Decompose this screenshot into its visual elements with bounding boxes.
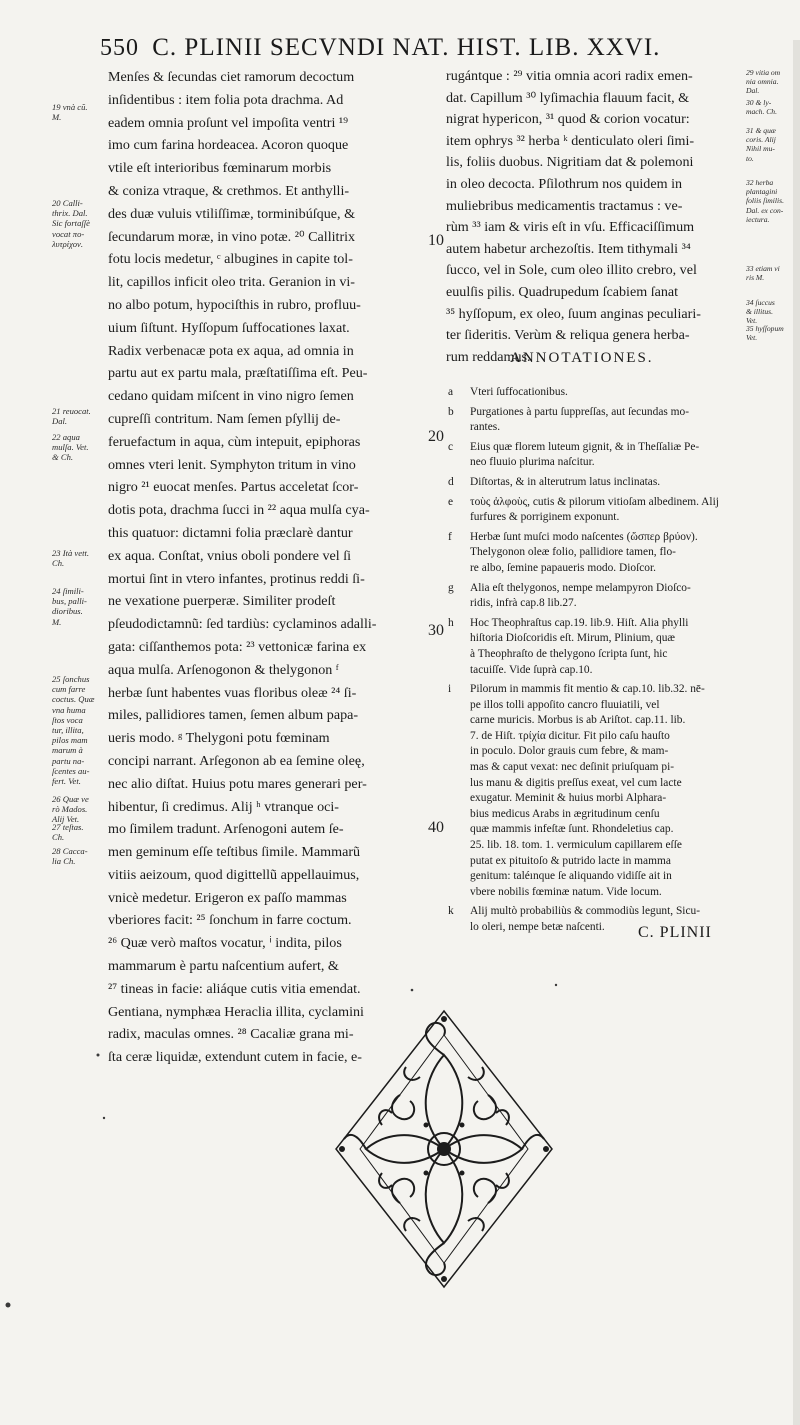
annotation-item xyxy=(448,440,748,471)
margin-note-line: to. xyxy=(746,153,754,163)
margin-note-line: partu na- xyxy=(52,755,85,766)
right-text-line: euulſis pilis. Quadrupedum ſcabiem ſanat xyxy=(446,283,679,300)
annotation-letter: a xyxy=(448,386,454,398)
right-text-line: rugántque : ²⁹ vitia omnia acori radix emen- xyxy=(446,68,693,84)
margin-note-right xyxy=(746,264,800,282)
annotation-line: neo fluuio plurima naſcitur. xyxy=(470,456,595,469)
main-text-line: partu aut ex partu mala, præſtatiſſima eſt. Peu- xyxy=(108,365,368,382)
main-text-line: mo ſimilem tradunt. Arſenogoni autem ſe- xyxy=(108,821,344,838)
annotations-heading: ANNOTATIONES. xyxy=(510,350,654,366)
annotation-line: putat ex pituitoſo & putrido lacte in mamma xyxy=(470,854,671,867)
annotation-letter: f xyxy=(448,530,452,543)
annotation-item xyxy=(448,581,748,612)
margin-note-left xyxy=(52,432,110,463)
main-text-line: lit, capillos inficit oleo trita. Geranion in vi- xyxy=(108,274,355,291)
line-number-40: 40 xyxy=(428,819,444,836)
annotation-line: tacuiſſe. Vide ſuprà cap.10. xyxy=(470,663,593,676)
margin-note-line: 24 ſimili- xyxy=(52,586,84,596)
margin-note-line: iectura. xyxy=(746,214,770,224)
annotation-item xyxy=(448,475,748,491)
annotation-line: Thelygonon oleæ folio, pallidiore tamen, flo- xyxy=(470,546,676,559)
main-text-line: ²⁶ Quæ verò maſtos vocatur, ⁱ indita, pilos xyxy=(108,935,342,952)
margin-note-line: 32 herba xyxy=(746,178,774,187)
annotation-line: 7. de Hiſt. τρίχία dicitur. Fit pilo caſu hauſto xyxy=(470,729,670,742)
main-text-line: cedano quidam miſcent in vino nigro ſemen xyxy=(108,388,354,405)
margin-note-right xyxy=(746,68,800,96)
margin-note-line: ſtos voca xyxy=(52,714,83,725)
annotation-line: lo oleri, nempe betæ naſcenti. xyxy=(470,921,605,933)
line-number-30: 30 xyxy=(428,622,444,639)
margin-note-line: 28 Cacca- xyxy=(52,846,88,856)
main-text-line: concipi narrant. Arſegonon ab ea ſemine oleę, xyxy=(108,752,365,769)
right-text-line: rùm ³³ iam & viris eſt in vſu. Efficaciſſimum xyxy=(446,219,695,236)
right-text-line: item ophrys ³² herba ᵏ denticulato oleri ſimi- xyxy=(446,132,695,149)
annotation-item xyxy=(448,682,748,900)
margin-note-line: λυτρίχον. xyxy=(52,238,83,249)
margin-note-line: vna huma xyxy=(52,704,86,715)
main-text-line: miles, pallidiores tamen, ſemen album papa- xyxy=(108,707,359,724)
margin-note-line: ris M. xyxy=(746,273,765,283)
main-text-line: pſeudodictamnũ: ſed tardiùs: cyclaminos adalli- xyxy=(108,616,377,633)
main-text-line: this quatuor: dictamni folia præclarè dantur xyxy=(108,524,353,541)
main-text-line: hibentur, ſi credimus. Alij ʰ vtranque oci- xyxy=(108,798,339,815)
annotation-line: exugatur. Meminit & huius morbi Alphara- xyxy=(470,792,667,805)
annotations-list xyxy=(448,385,748,940)
margin-note-line: coctus. Quæ xyxy=(52,694,95,705)
main-text-line: no albo potum, hypociſthis in rubro, profluu- xyxy=(108,296,361,313)
annotation-line: τοὺς ἀλφοὺς, cutis & pilorum vitioſam albedinem. Alij xyxy=(470,495,719,508)
main-text-line: eadem omnia proſunt vel impoſita ventri ¹⁹ xyxy=(108,114,349,131)
right-text-line: rum reddamus. xyxy=(446,348,531,365)
margin-note-right xyxy=(746,98,800,116)
main-text-line: imo cum farina hordeacea. Acoron quoque xyxy=(108,137,349,154)
margin-note-line: ſcentes au- xyxy=(52,765,90,776)
annotation-line: Eius quæ florem luteum gignit, & in Theſſaliæ Pe- xyxy=(470,440,700,453)
margin-note-left xyxy=(52,102,110,122)
annotation-letter: g xyxy=(448,581,454,594)
main-text-line: Radix verbenacæ pota ex aqua, ad omnia in xyxy=(108,342,354,359)
running-title: C. PLINII SECVNDI NAT. HIST. LIB. XXVI. xyxy=(152,34,661,61)
annotation-letter: k xyxy=(448,905,454,918)
right-text-line: nigrat hypericon, ³¹ quod & corion vocatur: xyxy=(446,111,690,128)
main-text-line: vberiores facit: ²⁵ ſonchum in farre coctum. xyxy=(108,912,352,929)
margin-note-left xyxy=(52,674,110,786)
annotation-letter: i xyxy=(448,683,452,696)
right-text-line: autem habetur archezoſtis. Item tithymali ³⁴ xyxy=(446,240,691,257)
fleuron-ornament-icon xyxy=(330,1005,558,1293)
right-text-line: muliebribus medicamentis tractamus : ve- xyxy=(446,197,683,214)
annotation-item xyxy=(448,616,748,678)
annotation-line: Diſtortas, & in alterutrum latus inclinatas. xyxy=(470,475,661,488)
line-number-20: 20 xyxy=(428,428,444,445)
annotation-line: 25. lib. 18. tom. 1. vermiculum capillarem eſſe xyxy=(470,839,682,852)
annotation-line: re albo, ſemine papaueris modo. Dioſcor. xyxy=(470,561,656,574)
main-text-line: ²⁷ tineas in facie: aliáque cutis vitia emendat. xyxy=(108,980,361,997)
annotation-line: furfures & porriginem exponunt. xyxy=(470,511,620,524)
margin-note-line: 29 vitia om xyxy=(746,68,781,77)
annotation-letter: b xyxy=(448,405,454,418)
margin-note-line: M. xyxy=(52,616,62,627)
right-text-line: ³⁵ hyſſopum, ex oleo, ſuum anginas peculiari- xyxy=(446,305,701,322)
margin-note-right xyxy=(746,126,800,163)
main-text-line: vtile eſt interioribus fœminarum morbis xyxy=(108,160,332,177)
annotation-letter: d xyxy=(448,475,454,488)
margin-note-line: 20 Calli- xyxy=(52,198,83,208)
main-text-line: gata: ciſſanthemos pota: ²³ vettonicæ farina ex xyxy=(108,638,367,655)
margin-note-right xyxy=(746,324,800,342)
main-text-line: & coniza vtraque, & crethmos. Et anthylli- xyxy=(108,182,350,199)
margin-note-line: dioribus. xyxy=(52,606,83,617)
annotation-item xyxy=(448,495,748,526)
margin-note-right xyxy=(746,298,800,326)
right-text-line: lis, foliis duobus. Nigritiam dat & polemoni xyxy=(446,154,694,171)
annotation-line: Pilorum in mammis fit mentio & cap.10. lib.32. nē- xyxy=(470,683,705,696)
margin-note-line: 33 etiam vi xyxy=(746,264,780,273)
main-text-line: inſidentibus : item folia pota drachma. Ad xyxy=(108,91,344,108)
margin-note-line: pilos mam xyxy=(52,735,88,746)
margin-note-line: M. xyxy=(52,112,62,123)
margin-note-left xyxy=(52,406,110,426)
margin-note-line: Vet. xyxy=(746,333,758,343)
running-header xyxy=(100,34,740,62)
main-text-line: ſecundarum moræ, in vino potæ. ²⁰ Callitrix xyxy=(108,228,356,245)
margin-note-line: 25 ſonchus xyxy=(52,674,90,684)
main-text-line: herbæ ſunt habentes vuas floribus oleæ ²⁴ ſi- xyxy=(108,684,357,701)
margin-note-line: foliis ſimilis. xyxy=(746,196,784,206)
main-text-line: men geminum eſſe teſtibus ſimile. Mammarũ xyxy=(108,844,361,861)
margin-note-left xyxy=(52,198,110,249)
annotation-line: in poculo. Dolor grauis cum febre, & mam- xyxy=(470,745,669,758)
margin-note-left xyxy=(52,794,110,825)
margin-note-line: 27 teſtas. xyxy=(52,822,84,832)
margin-note-right xyxy=(746,178,800,224)
margin-note-line: 21 reuocat. xyxy=(52,406,91,416)
main-text-line: uium ſiſtunt. Hyſſopum ſuffocationes laxat. xyxy=(108,319,350,336)
annotation-line: ridis, infrà cap.8 lib.27. xyxy=(470,597,577,610)
annotation-line: Purgationes à partu ſuppreſſas, aut ſecundas mo- xyxy=(470,405,690,418)
main-text-line: ſta ceræ liquidæ, extendunt cutem in facie, e- xyxy=(108,1049,362,1066)
annotation-letter: c xyxy=(448,440,454,453)
annotation-line: quæ mammis infeſtæ ſunt. Rhondeletius cap. xyxy=(470,823,674,836)
right-text-line: ſucco, vel in Sole, cum oleo illito crebro, vel xyxy=(446,262,697,279)
main-text-line: nigro ²¹ euocat menſes. Partus acceletat ſcor- xyxy=(108,479,359,496)
margin-note-line: Alij Vet. xyxy=(52,814,80,825)
margin-note-line: Vet. xyxy=(746,316,758,326)
margin-note-line: 35 hyſſopum xyxy=(746,324,784,333)
main-text-line: ueris modo. ᵍ Thelygoni potu fœminam xyxy=(108,730,330,747)
main-text-line: des duæ vuluis vtiliſſimæ, torminibúſque, & xyxy=(108,205,356,222)
main-text-line: mortui ſint in vtero infantes, protinus reddi ſi- xyxy=(108,570,365,587)
right-text-line: in oleo decocta. Pſilothrum nos quidem in xyxy=(446,175,683,192)
margin-note-line: & illitus. xyxy=(746,307,774,317)
margin-note-line: 26 Quæ ve xyxy=(52,794,89,804)
right-text-line: dat. Capillum ³⁰ lyſimachia flauum facit, & xyxy=(446,89,690,106)
annotation-line: carne muricis. Morbus is ab Ariſtot. cap.11. lib. xyxy=(470,714,686,727)
main-text-line: feruefactum in aqua, cùm intepuit, epiphoras xyxy=(108,433,361,450)
margin-note-line: fert. Vet. xyxy=(52,776,81,787)
annotation-item xyxy=(448,405,748,436)
right-text-column xyxy=(446,66,744,368)
annotation-line: Hoc Theophraſtus cap.19. lib.9. Hiſt. Alia phylli xyxy=(470,616,689,629)
margin-note-line: & Ch. xyxy=(52,452,74,463)
margin-note-line: 23 Ità vett. xyxy=(52,548,89,558)
main-text-column xyxy=(108,66,426,1069)
annotation-line: lus manu & digitis preſſus exeat, vel cum lacte xyxy=(470,776,682,789)
margin-note-line: 34 ſuccus xyxy=(746,298,775,307)
margin-note-line: Dal. ex con- xyxy=(746,205,784,215)
annotation-line: mas & caput vexat: nec deſinit priuſquam pi- xyxy=(470,761,675,774)
margin-note-line: 19 vnà cũ. xyxy=(52,102,88,112)
main-text-line: omnes vteri lenit. Symphyton tritum in vino xyxy=(108,456,356,473)
annotation-line: hiſtoria Dioſcoridis eſt. Mirum, Plinium, quæ xyxy=(470,632,676,645)
margin-note-line: Sic fortaſſè xyxy=(52,218,90,229)
main-text-line: ne vexatione puerperæ. Similiter prodeſt xyxy=(108,593,336,610)
line-number-10: 10 xyxy=(428,232,444,249)
catchword: C. PLINII xyxy=(638,924,712,941)
main-text-line: cupreſſi contritum. Nam ſemen pſyllij de- xyxy=(108,410,341,427)
annotation-line: Alia eſt thelygonos, nempe melampyron Dioſco- xyxy=(470,581,691,594)
margin-note-line: Dal. xyxy=(52,416,68,427)
main-text-line: vitiis aeizoum, quod digittellũ appellauimus, xyxy=(108,866,360,883)
main-text-line: Menſes & ſecundas ciet ramorum decoctum xyxy=(108,69,355,85)
annotation-line: Herbæ ſunt muſci modo naſcentes (ὥσπερ βρύον). xyxy=(470,530,698,543)
main-text-line: nec alio diſtat. Huius potu mares generari per- xyxy=(108,775,367,792)
main-text-line: Gentiana, nymphæa Heraclia illita, cyclamini xyxy=(108,1003,364,1020)
margin-note-left xyxy=(52,822,110,842)
annotation-letter: h xyxy=(448,616,454,629)
margin-note-line: mulſa. Vet. xyxy=(52,442,89,453)
annotation-item xyxy=(448,385,748,401)
margin-note-line: tur, illita, xyxy=(52,725,84,736)
margin-note-left xyxy=(52,548,110,568)
margin-note-line: mach. Ch. xyxy=(746,107,778,117)
margin-note-line: 22 aqua xyxy=(52,432,80,442)
margin-note-line: bus, palli- xyxy=(52,596,87,607)
annotation-line: Alij multò probabiliùs & commodiùs legunt, Sicu- xyxy=(470,905,701,918)
page-number: 550 xyxy=(100,35,139,61)
main-text-line: dotis pota, drachma ſucci in ²² aqua mulſa cya- xyxy=(108,502,370,519)
margin-note-line: Dal. xyxy=(746,86,760,96)
main-text-line: radix, maculas omnes. ²⁸ Cacaliæ grana mi- xyxy=(108,1026,354,1043)
margin-note-line: thrix. Dal. xyxy=(52,208,88,219)
main-text-line: fotu locis medetur, ᶜ albugines in capite tol- xyxy=(108,251,353,268)
margin-note-left xyxy=(52,846,110,866)
margin-note-line: rò Mados. xyxy=(52,804,88,815)
main-text-line: aqua mulſa. Arſenogonon & thelygonon ᶠ xyxy=(108,661,339,678)
margin-note-line: nia omnia. xyxy=(746,77,779,87)
margin-note-line: Nihil mu- xyxy=(746,144,775,154)
margin-note-line: lia Ch. xyxy=(52,856,76,867)
margin-note-line: coris. Alij xyxy=(746,135,776,145)
main-text-line: mammarum è partu naſcentium aufert, & xyxy=(108,958,339,975)
annotation-line: à Theophraſto de thelygono ſcripta ſunt, hic xyxy=(470,647,668,660)
annotation-line: bius medicus Arabs in ægritudinum cenſu xyxy=(470,807,660,820)
annotation-line: pe illos tolli appoſito cancro fluuiatili, vel xyxy=(470,698,660,711)
annotation-line: vbere nobilis fœminæ natum. Vide locum. xyxy=(470,885,662,898)
annotation-line: rantes. xyxy=(470,421,501,434)
annotation-line: genitum: taléınque ſe aliquando vidiſſe ait in xyxy=(470,870,672,883)
margin-note-left xyxy=(52,586,110,627)
margin-note-line: cum farre xyxy=(52,684,86,695)
annotation-letter: e xyxy=(448,495,454,508)
margin-note-line: vocat πο- xyxy=(52,228,85,239)
annotation-line: Vteri ſuffocationibus. xyxy=(470,386,568,398)
main-text-line: vnicè medetur. Erigeron ex paſſo mammas xyxy=(108,889,347,906)
right-text-line: ter ſideritis. Verùm & reliqua genera herba- xyxy=(446,327,690,344)
main-text-line: ex aqua. Conſtat, vnius oboli pondere vel ſi xyxy=(108,547,352,564)
annotation-item xyxy=(448,530,748,577)
margin-note-line: 31 & quæ xyxy=(746,126,776,135)
margin-note-line: plantagini xyxy=(746,187,778,197)
margin-note-line: Ch. xyxy=(52,832,65,843)
margin-note-line: Ch. xyxy=(52,558,65,569)
margin-note-line: 30 & ly- xyxy=(746,98,772,107)
margin-note-line: marum à xyxy=(52,745,83,756)
